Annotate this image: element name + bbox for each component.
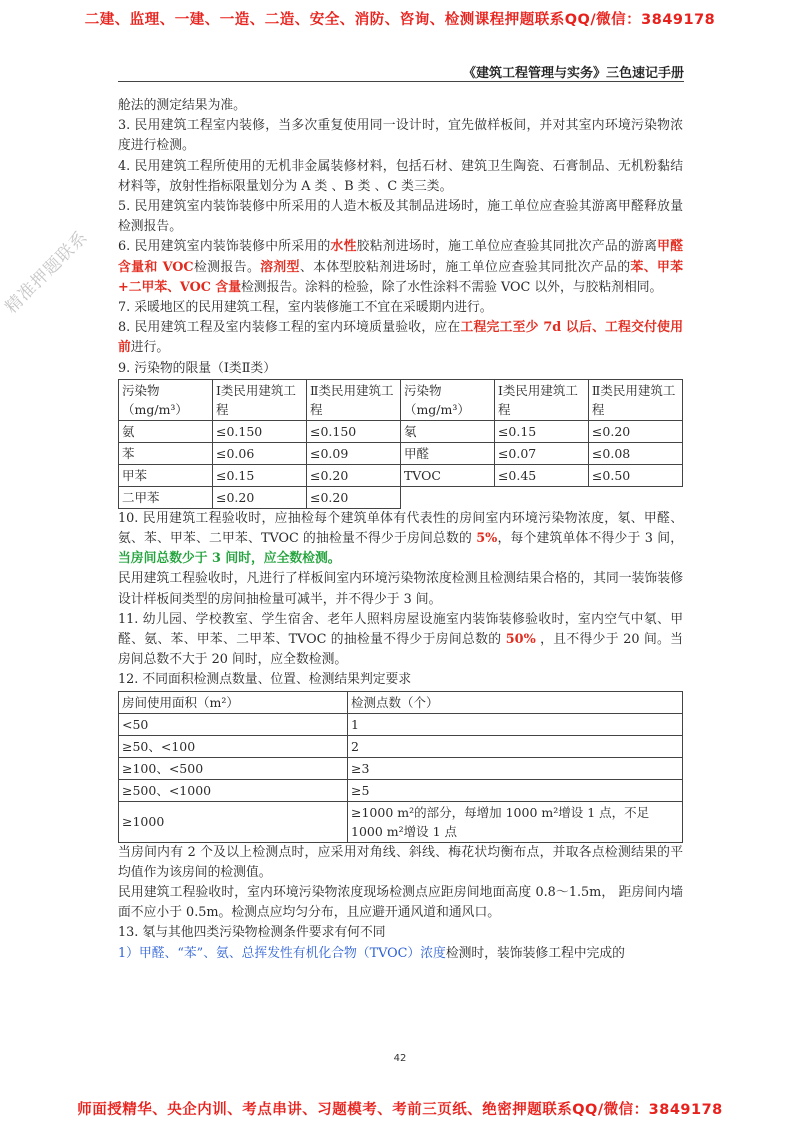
table-cell: ≥3 <box>348 757 683 779</box>
table-row <box>119 442 683 464</box>
table-cell: ≥1000 <box>119 801 348 842</box>
table-cell: ≤0.07 <box>494 442 588 464</box>
table-row <box>119 779 683 801</box>
paragraph-8 <box>118 318 683 358</box>
highlight-red: 苯、甲苯+二甲苯、VOC 含量 <box>118 259 684 295</box>
table-row <box>119 801 683 842</box>
header-rule <box>118 81 684 82</box>
highlight-blue: 1） <box>118 945 139 961</box>
text-segment: 检测报告。涂料的检验，除了水性涂料不需验 VOC 以外，与胶粘剂相同。 <box>241 279 663 295</box>
paragraph-12: 12. 不同面积检测点数量、位置、检测结果判定要求 <box>118 672 412 688</box>
pollutant-limits-table <box>118 379 683 509</box>
table-header-row <box>119 379 683 420</box>
highlight-red: 甲醛含量和 VOC <box>118 239 684 275</box>
table-row <box>119 757 683 779</box>
table-row <box>119 486 683 508</box>
table-cell: ≤0.20 <box>588 420 682 442</box>
page-number: 42 <box>393 1053 407 1064</box>
table-cell: ≥5 <box>348 779 683 801</box>
table-header-cell: 污染物（mg/m³） <box>119 379 213 420</box>
table-header-cell: Ⅰ类民用建筑工程 <box>212 379 306 420</box>
table-row <box>119 713 683 735</box>
table-cell: 1 <box>348 713 683 735</box>
table-header-cell: Ⅱ类民用建筑工程 <box>588 379 682 420</box>
paragraph-12c: 民用建筑工程验收时，室内环境污染物浓度现场检测点应距房间地面高度 0.8～1.5m， 距房间内墙面不应小于 0.5m。检测点应均匀分布，且应避开通风道和通风口。 <box>118 885 683 921</box>
highlight-red: 工程完工至少 7d 以后、工程交付使用前 <box>118 320 684 356</box>
text-segment: ，每个建筑单体不得少于 3 间， <box>497 531 683 547</box>
table-cell: 甲醛 <box>400 442 494 464</box>
table-cell: ≥100、<500 <box>119 757 348 779</box>
paragraph-6 <box>118 237 683 298</box>
table-cell: ≤0.20 <box>212 486 306 508</box>
text-segment: 、本体型胶粘剂进场时，施工单位应查验其同批次产品的 <box>299 259 631 275</box>
table-row <box>119 420 683 442</box>
table-cell: TVOC <box>400 464 494 486</box>
text-segment: 进行。 <box>130 340 170 356</box>
paragraph-10 <box>118 509 683 570</box>
table-header-cell: Ⅰ类民用建筑工程 <box>494 379 588 420</box>
table-header-cell: Ⅱ类民用建筑工程 <box>306 379 400 420</box>
table-header-cell: 检测点数（个） <box>348 691 683 713</box>
table-cell-empty <box>588 486 682 508</box>
table-cell: ≥50、<100 <box>119 735 348 757</box>
table-cell: ≤0.20 <box>306 464 400 486</box>
table-cell: 二甲苯 <box>119 486 213 508</box>
table-header-row <box>119 691 683 713</box>
paragraph-4: 4. 民用建筑工程所使用的无机非金属装修材料，包括石材、建筑卫生陶瓷、石膏制品、无机粉黏结材料等，放射性指标限量划分为 A 类 、B 类 、C 类三类。 <box>118 158 683 194</box>
table-row <box>119 735 683 757</box>
highlight-red: 水性 <box>330 239 357 255</box>
table-cell: ≥500、<1000 <box>119 779 348 801</box>
detection-points-table <box>118 691 683 843</box>
text-segment: 8. 民用建筑工程及室内装修工程的室内环境质量验收，应在 <box>118 320 461 336</box>
table-cell: 2 <box>348 735 683 757</box>
text-segment: 胶粘剂进场时，施工单位应查验其同批次产品的游离 <box>356 239 658 255</box>
paragraph-13a <box>118 944 683 964</box>
table-cell: ≤0.06 <box>212 442 306 464</box>
table-cell: ≤0.150 <box>212 420 306 442</box>
table-row <box>119 464 683 486</box>
watermark-text: 精准押题联系 <box>1 227 93 318</box>
text-segment: 6. 民用建筑室内装饰装修中所采用的 <box>118 239 331 255</box>
table-cell: 氨 <box>119 420 213 442</box>
table-cell-empty <box>400 486 494 508</box>
highlight-red: 溶剂型 <box>260 259 300 275</box>
table-cell-empty <box>494 486 588 508</box>
paragraph-13: 13. 氡与其他四类污染物检测条件要求有何不同 <box>118 925 386 941</box>
highlight-blue: 甲醛、“苯”、氨、总挥发性有机化合物（TVOC）浓度 <box>138 945 446 961</box>
page-content <box>118 96 683 964</box>
table-cell: ≤0.45 <box>494 464 588 486</box>
top-banner: 二建、监理、一建、一造、二造、安全、消防、咨询、检测课程押题联系QQ/微信：3849178 <box>84 12 716 28</box>
table-cell: <50 <box>119 713 348 735</box>
highlight-red: 5% <box>476 531 498 547</box>
table-cell: ≤0.50 <box>588 464 682 486</box>
table-cell: ≤0.15 <box>494 420 588 442</box>
header-title: 《建筑工程管理与实务》三色速记手册 <box>462 66 684 81</box>
paragraph-11 <box>118 610 683 671</box>
table-cell: 氡 <box>400 420 494 442</box>
paragraph-10b: 民用建筑工程验收时，凡进行了样板间室内环境污染物浓度检测且检测结果合格的，其同一装饰装修设计样板间类型的房间抽检量可减半，并不得少于 3 间。 <box>118 571 683 607</box>
text-segment: 检测报告。 <box>193 259 261 275</box>
table-cell: ≤0.150 <box>306 420 400 442</box>
paragraph-9: 9. 污染物的限量（Ⅰ类Ⅱ类） <box>118 360 276 376</box>
text-segment: 检测时，装饰装修工程中完成的 <box>445 945 625 961</box>
highlight-red: 50% <box>505 632 536 648</box>
text-segment: 11. 幼儿园、学校教室、学生宿舍、老年人照料房屋设施室内装饰装修验收时，室内空气中氡、甲醛、氨、苯、甲苯、二甲苯、TVOC 的抽检量不得少于房间总数的 <box>118 611 683 648</box>
table-cell: ≤0.15 <box>212 464 306 486</box>
highlight-green: 当房间总数少于 3 间时，应全数检测。 <box>118 551 341 567</box>
paragraph-5: 5. 民用建筑室内装饰装修中所采用的人造木板及其制品进场时，施工单位应查验其游离甲醛释放量检测报告。 <box>118 199 683 235</box>
text-segment: 10. 民用建筑工程验收时，应抽检每个建筑单体有代表性的房间室内环境污染物浓度，氡、甲醛、氨、苯、甲苯、二甲苯、TVOC 的抽检量不得少于房间总数的 <box>118 510 683 547</box>
paragraph-0: 舱法的测定结果为准。 <box>118 98 246 113</box>
table-header-cell: 房间使用面积（m²） <box>119 691 348 713</box>
table-cell: ≤0.09 <box>306 442 400 464</box>
paragraph-3: 3. 民用建筑工程室内装修，当多次重复使用同一设计时，宜先做样板间，并对其室内环境污染物浓度进行检测。 <box>118 118 683 154</box>
table-cell: 甲苯 <box>119 464 213 486</box>
text-segment: ，且不得少于 20 间。当房间总数不大于 20 间时，应全数检测。 <box>118 632 683 668</box>
table-cell: ≤0.08 <box>588 442 682 464</box>
table-cell: 苯 <box>119 442 213 464</box>
table-cell: ≥1000 m²的部分，每增加 1000 m²增设 1 点，不足 1000 m²增设 1 点 <box>348 801 683 842</box>
table-cell: ≤0.20 <box>306 486 400 508</box>
bottom-banner: 师面授精华、央企内训、考点串讲、习题模考、考前三页纸、绝密押题联系QQ/微信：3849178 <box>77 1102 723 1118</box>
paragraph-12b: 当房间内有 2 个及以上检测点时，应采用对角线、斜线、梅花状均衡布点，并取各点检测结果的平均值作为该房间的检测值。 <box>118 844 683 880</box>
paragraph-7: 7. 采暖地区的民用建筑工程，室内装修施工不宜在采暖期内进行。 <box>118 300 493 316</box>
table-header-cell: 污染物（mg/m³） <box>400 379 494 420</box>
